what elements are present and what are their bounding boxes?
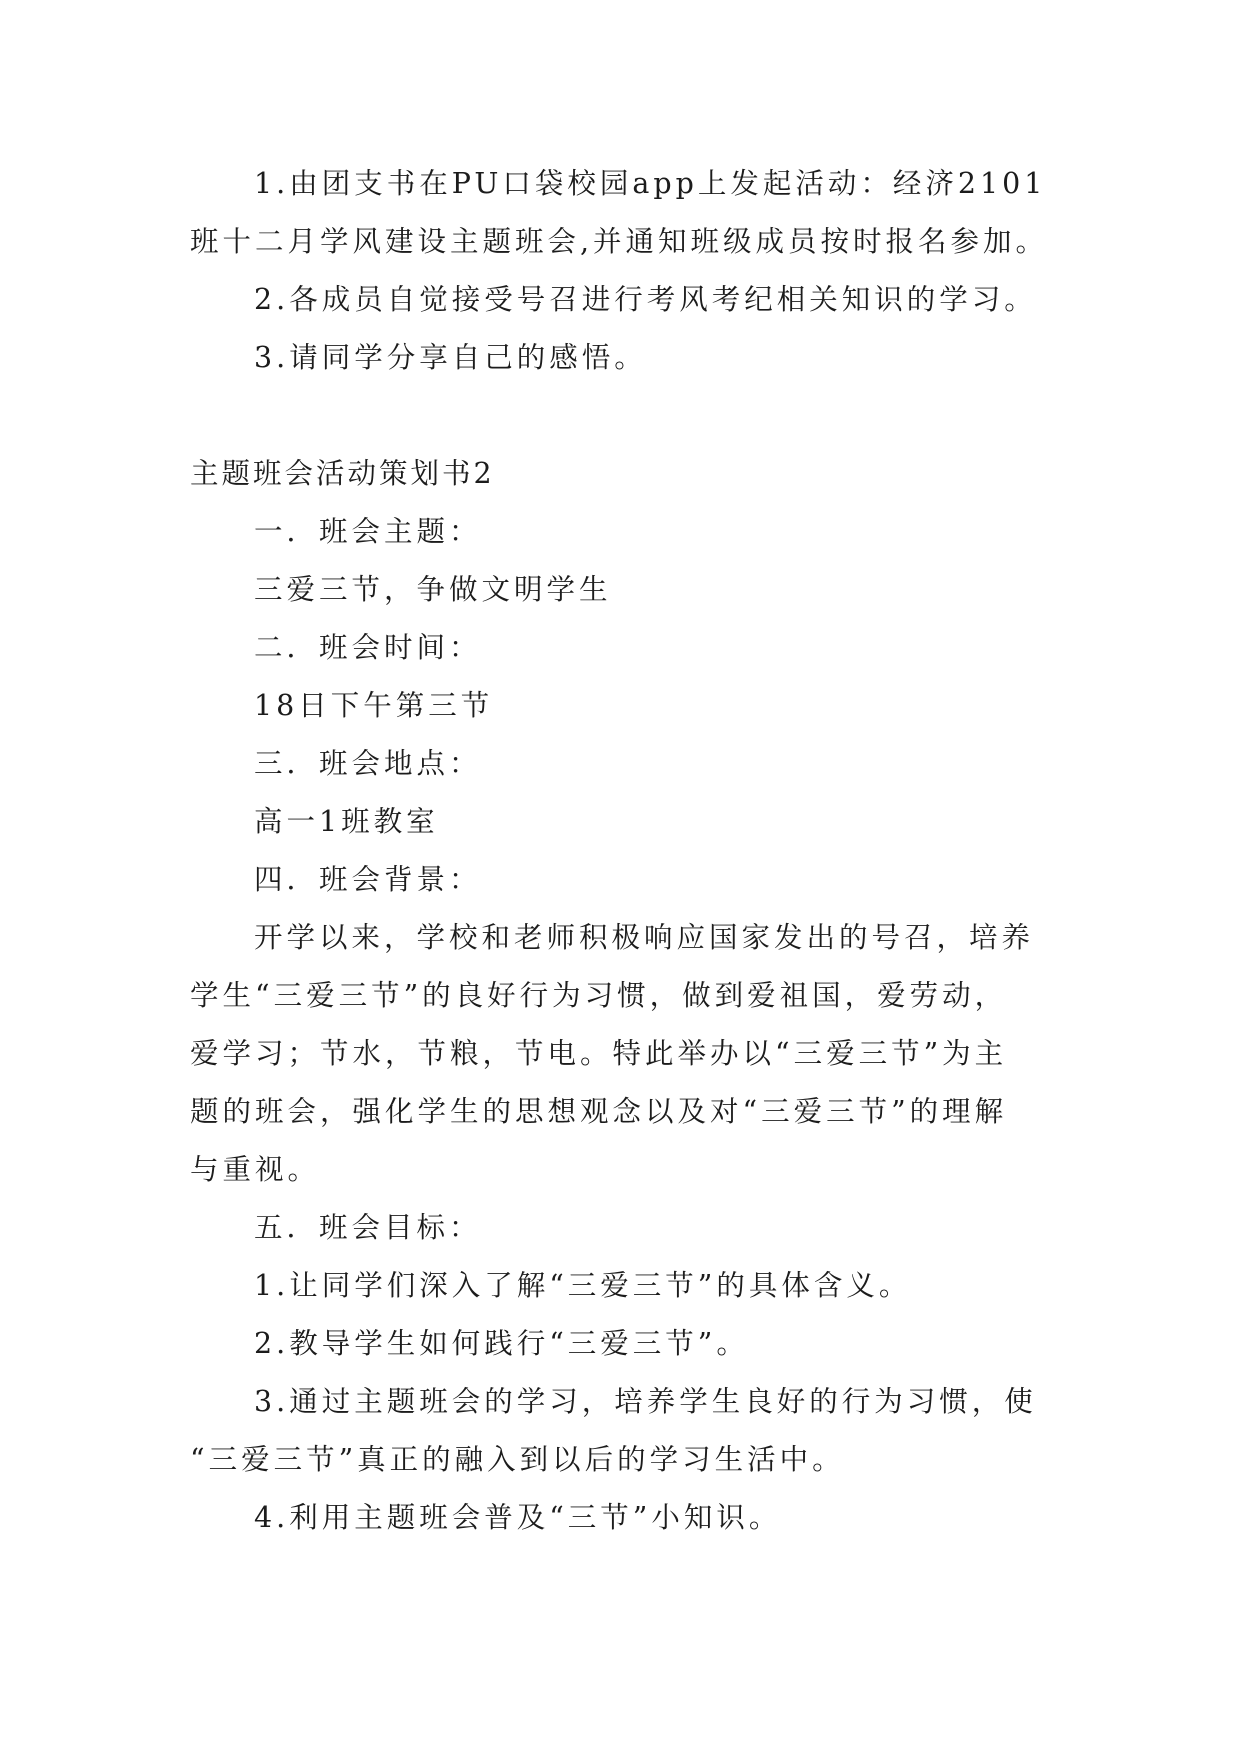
place-heading: 三．班会地点： [254, 747, 482, 780]
background-paragraph-line: 开学以来，学校和老师积极响应国家发出的号召，培养 [254, 921, 1035, 954]
goal-4: 4.利用主题班会普及“三节”小知识。 [254, 1501, 782, 1534]
step-1-line-1: 1.由团支书在PU口袋校园app上发起活动：经济2101 [254, 167, 1047, 200]
background-paragraph-line: 学生“三爱三节”的良好行为习惯，做到爱祖国，爱劳动， [190, 979, 1008, 1012]
goals-heading: 五．班会目标： [254, 1211, 482, 1244]
step-3: 3.请同学分享自己的感悟。 [254, 341, 647, 374]
time-heading: 二．班会时间： [254, 631, 482, 664]
step-2: 2.各成员自觉接受号召进行考风考纪相关知识的学习。 [254, 283, 1037, 316]
step-1-line-2: 班十二月学风建设主题班会,并通知班级成员按时报名参加。 [190, 225, 1049, 258]
theme-heading: 一．班会主题： [254, 515, 482, 548]
goal-3-line-1: 3.通过主题班会的学习，培养学生良好的行为习惯，使 [254, 1385, 1037, 1418]
goal-3-line-2: “三爱三节”真正的融入到以后的学习生活中。 [190, 1443, 845, 1476]
background-paragraph-line: 题的班会，强化学生的思想观念以及对“三爱三节”的理解 [190, 1095, 1008, 1128]
theme-value: 三爱三节，争做文明学生 [254, 573, 612, 606]
goal-1: 1.让同学们深入了解“三爱三节”的具体含义。 [254, 1269, 912, 1302]
goal-2: 2.教导学生如何践行“三爱三节”。 [254, 1327, 749, 1360]
time-value: 18日下午第三节 [254, 689, 494, 722]
background-heading: 四．班会背景： [254, 863, 482, 896]
background-paragraph-line: 与重视。 [190, 1153, 321, 1186]
place-value: 高一1班教室 [254, 805, 439, 838]
background-paragraph-line: 爱学习；节水，节粮，节电。特此举办以“三爱三节”为主 [190, 1037, 1008, 1070]
document-title: 主题班会活动策划书2 [190, 457, 495, 490]
